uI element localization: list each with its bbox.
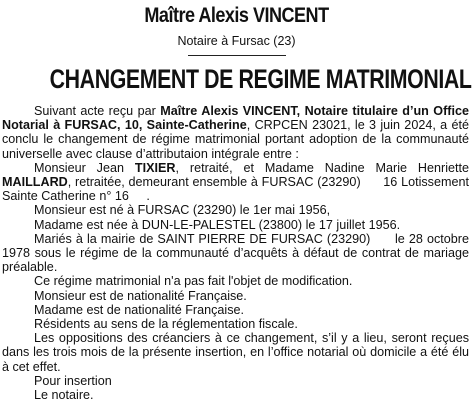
header-divider xyxy=(188,55,286,56)
paragraph-spouses: Monsieur Jean TIXIER, retraité, et Madame Nadine Marie Henriette MAILLARD, retraitée, demeurant ensemble à FURSAC (23290) 16 Lotissement Sainte Catherine n° 16 . xyxy=(2,160,473,204)
paragraph-insertion: Pour insertion xyxy=(34,373,112,388)
paragraph-husband-nationality: Monsieur est de nationalité Française. xyxy=(34,288,247,303)
notary-place: Notaire à Fursac (23) xyxy=(177,34,296,48)
paragraph-wife-birth: Madame est née à DUN-LE-PALESTEL (23800) le 17 juillet 1956. xyxy=(34,217,401,232)
paragraph-residency: Résidents au sens de la réglementation fiscale. xyxy=(34,317,298,332)
paragraph-act: Suivant acte reçu par Maître Alexis VINCENT, Notaire titulaire d’un Office Notarial à FURSAC, 10, Sainte-Catherine, CRPCEN 23021, le 3 juin 2024, a été conclu le changement de régime matrimonial portant adoption de la communauté universelle avec clause d’attributaion intégrale entre : xyxy=(2,104,469,161)
paragraph-husband-birth: Monsieur est né à FURSAC (23290) le 1er mai 1956, xyxy=(34,203,331,218)
paragraph-signature: Le notaire. xyxy=(34,388,94,402)
paragraph-no-modification: Ce régime matrimonial n'a pas fait l'objet de modification. xyxy=(34,274,353,289)
notary-name: Maître Alexis VINCENT xyxy=(144,4,329,27)
paragraph-marriage: Mariés à la mairie de SAINT PIERRE DE FURSAC (23290) le 28 octobre 1978 sous le régime de la communauté d’acquêts à défaut de contrat de mariage préalable. xyxy=(2,231,473,275)
notice-body xyxy=(2,104,473,402)
notice-headline: CHANGEMENT DE REGIME MATRIMONIAL xyxy=(49,64,472,94)
paragraph-wife-nationality: Madame est de nationalité Française. xyxy=(34,302,245,317)
paragraph-oppositions: Les oppositions des créanciers à ce changement, s’il y a lieu, seront reçues dans les trois mois de la présente insertion, en l’office notarial où domicile a été élu à cet effet. xyxy=(2,331,469,374)
